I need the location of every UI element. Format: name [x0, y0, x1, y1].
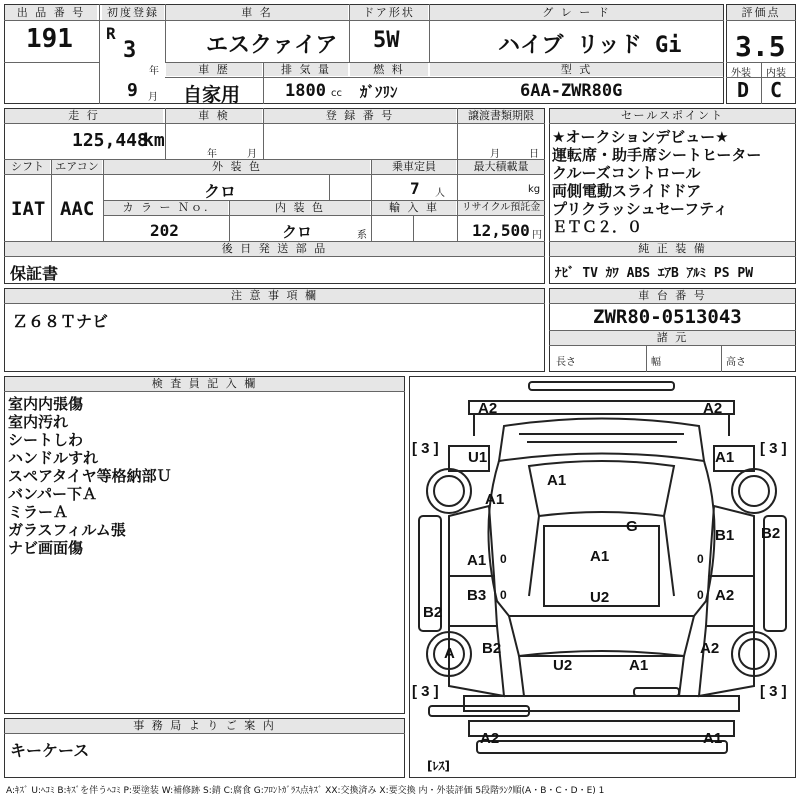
inspector-item: シートしわ	[8, 431, 84, 449]
damage-label: 0	[697, 588, 704, 602]
inspector-item: ガラスフィルム張	[8, 521, 126, 539]
int-color-label: 内 装 色	[230, 201, 370, 215]
damage-label: A1	[547, 472, 567, 489]
sales-point-item: 両側電動スライドドア	[552, 182, 702, 200]
damage-label: A	[444, 645, 455, 662]
exterior-color: クロ	[204, 182, 237, 201]
recycle-unit: 円	[532, 230, 542, 241]
car-history: 自家用	[183, 84, 241, 106]
damage-label: [ 3 ]	[412, 683, 439, 700]
equipment-label: 純 正 装 備	[550, 242, 795, 256]
month-unit: 月	[148, 92, 158, 103]
office-text: キーケース	[10, 741, 90, 760]
grade: ハイブ リッド Gi	[498, 33, 682, 58]
inspector-item: 室内内張傷	[8, 395, 84, 413]
inspector-item: ミラーＡ	[8, 503, 69, 521]
damage-label: B1	[715, 527, 735, 544]
first-reg-label: 初度登録	[102, 5, 164, 20]
interior-label: 内装	[766, 68, 786, 79]
inspector-item: バンパー下Ａ	[8, 485, 97, 503]
damage-label: G	[626, 518, 638, 535]
color-no-label: カ ラ ー Ｎｏ.	[104, 201, 228, 215]
door-label: ドア形状	[350, 5, 428, 20]
import-label: 輸 入 車	[372, 201, 456, 215]
inspector-list	[8, 395, 172, 557]
seats-value: 7	[410, 179, 420, 198]
damage-label: A1	[715, 449, 735, 466]
less-label: [ﾚｽ]	[427, 759, 450, 773]
damage-label: A1	[590, 548, 610, 565]
era: R	[106, 24, 116, 43]
displacement: 1800	[285, 81, 326, 101]
notes-text: Ｚ６８Ｔナビ	[12, 312, 109, 331]
damage-label: [ 3 ]	[760, 683, 787, 700]
damage-label: B3	[467, 587, 487, 604]
damage-label: [ 3 ]	[760, 440, 787, 457]
color-label: 外 装 色	[104, 160, 370, 174]
recycle-value: 12,500	[472, 221, 530, 240]
sales-point-item: クルーズコントロール	[552, 164, 701, 182]
int-color-unit: 系	[357, 230, 367, 241]
transfer-label: 譲渡書類期限	[458, 109, 544, 123]
damage-label: A2	[715, 587, 735, 604]
inspection-label: 車 検	[166, 109, 262, 123]
load-unit: kg	[528, 184, 541, 195]
damage-label: A2	[700, 640, 720, 657]
length-label: 長さ	[556, 357, 576, 368]
damage-label: A1	[485, 491, 505, 508]
mileage-label: 走 行	[5, 109, 163, 123]
inspector-item: ハンドルすれ	[8, 449, 99, 467]
damage-label: A1	[703, 730, 723, 747]
car-name-label: 車 名	[166, 5, 348, 20]
height-label: 高さ	[726, 357, 746, 368]
inspection-year-unit: 年	[207, 149, 217, 160]
displacement-label: 排 気 量	[264, 63, 348, 76]
inspector-item: 室内汚れ	[8, 413, 69, 431]
mileage-value: 125,448	[72, 130, 148, 151]
seats-label: 乗車定員	[372, 160, 456, 174]
score-label: 評価点	[727, 5, 795, 20]
load-label: 最大積載量	[458, 160, 544, 174]
equipment-list: ﾅﾋﾞ TV ｶﾜ ABS ｴｱB ｱﾙﾐ PS PW	[555, 266, 754, 281]
history-label: 車 歴	[166, 63, 262, 76]
damage-label: B2	[482, 640, 502, 657]
score-value: 3.5	[735, 30, 786, 63]
model-code-label: 型 式	[430, 63, 723, 76]
sales-point-item: プリクラッシュセーフティ	[552, 200, 728, 218]
exterior-label: 外装	[731, 68, 751, 79]
first-reg-year: 3	[123, 38, 137, 63]
damage-label: U2	[553, 657, 573, 674]
lot-no-label: 出 品 番 号	[5, 5, 97, 20]
chassis-label: 車 台 番 号	[550, 289, 795, 303]
model-code: 6AA-ZWR80G	[520, 81, 623, 101]
damage-label: A2	[478, 400, 498, 417]
damage-label: A2	[703, 400, 723, 417]
seats-unit: 人	[435, 188, 445, 199]
damage-label: [ 3 ]	[412, 440, 439, 457]
displacement-unit: cc	[331, 88, 342, 99]
sales-point-item: 運転席・助手席シートヒーター	[552, 146, 762, 164]
exterior-grade: D	[737, 78, 750, 102]
ac-value: AAC	[60, 198, 95, 220]
damage-label: U2	[590, 589, 610, 606]
damage-label: 0	[697, 552, 704, 566]
sales-point-item: ＥＴＣ２．０	[552, 218, 643, 236]
damage-label: U1	[468, 449, 488, 466]
transfer-month-unit: 月	[490, 149, 500, 160]
sales-points-label: セールスポイント	[550, 109, 795, 123]
shift-label: シフト	[5, 160, 50, 174]
color-no-value: 202	[150, 221, 179, 240]
dims-label: 諸 元	[550, 331, 795, 345]
damage-label: A1	[467, 552, 487, 569]
later-items-label: 後 日 発 送 部 品	[5, 242, 544, 256]
shift-value: IAT	[11, 198, 46, 220]
lot-no: 191	[26, 24, 73, 54]
door-type: 5W	[373, 28, 400, 53]
plate-label: 登 録 番 号	[264, 109, 456, 123]
damage-label: A2	[480, 730, 500, 747]
damage-label: A1	[629, 657, 649, 674]
ac-label: エアコン	[52, 160, 102, 174]
inspector-label: 検 査 員 記 入 欄	[5, 377, 404, 391]
interior-grade: C	[770, 78, 783, 102]
sales-point-item: ★オークションデビュー★	[552, 128, 729, 146]
int-color-value: クロ	[282, 223, 313, 241]
car-diagram	[409, 376, 796, 778]
later-items-value: 保証書	[10, 264, 59, 283]
transfer-day-unit: 日	[529, 149, 539, 160]
grade-label: グ レ ー ド	[430, 5, 723, 20]
legend-text: A:ｷｽﾞ U:ﾍｺﾐ B:ｷｽﾞを伴うﾍｺﾐ P:要塗装 W:補修跡 S:錆 C:腐食 G:ﾌﾛﾝﾄｶﾞﾗｽ点ｷｽﾞ XX:交換済み X:要交換 内・外装評価 5段階ﾗﾝｸ順(A・B・C・D・E) 1	[6, 786, 605, 796]
inspection-month-unit: 月	[247, 149, 257, 160]
car-name: エスクァイア	[206, 33, 338, 58]
recycle-label: リサイクル預託金	[458, 201, 544, 215]
damage-label: 0	[500, 588, 507, 602]
office-label: 事 務 局 よ り ご 案 内	[5, 719, 404, 733]
width-label: 幅	[651, 357, 661, 368]
year-unit: 年	[149, 66, 159, 77]
mileage-unit: km	[143, 130, 165, 151]
chassis-number: ZWR80-0513043	[593, 306, 742, 328]
first-reg-month: 9	[127, 80, 138, 101]
fuel-label: 燃 料	[350, 63, 428, 76]
fuel: ｶﾞｿﾘﾝ	[360, 83, 398, 101]
sales-points-list	[552, 128, 761, 236]
inspector-item: スペアタイヤ等格納部Ｕ	[8, 467, 172, 485]
damage-label: 0	[500, 552, 507, 566]
inspector-item: ナビ画面傷	[8, 539, 84, 557]
notes-label: 注 意 事 項 欄	[5, 289, 544, 303]
damage-label: B2	[761, 525, 781, 542]
damage-label: B2	[423, 604, 443, 621]
